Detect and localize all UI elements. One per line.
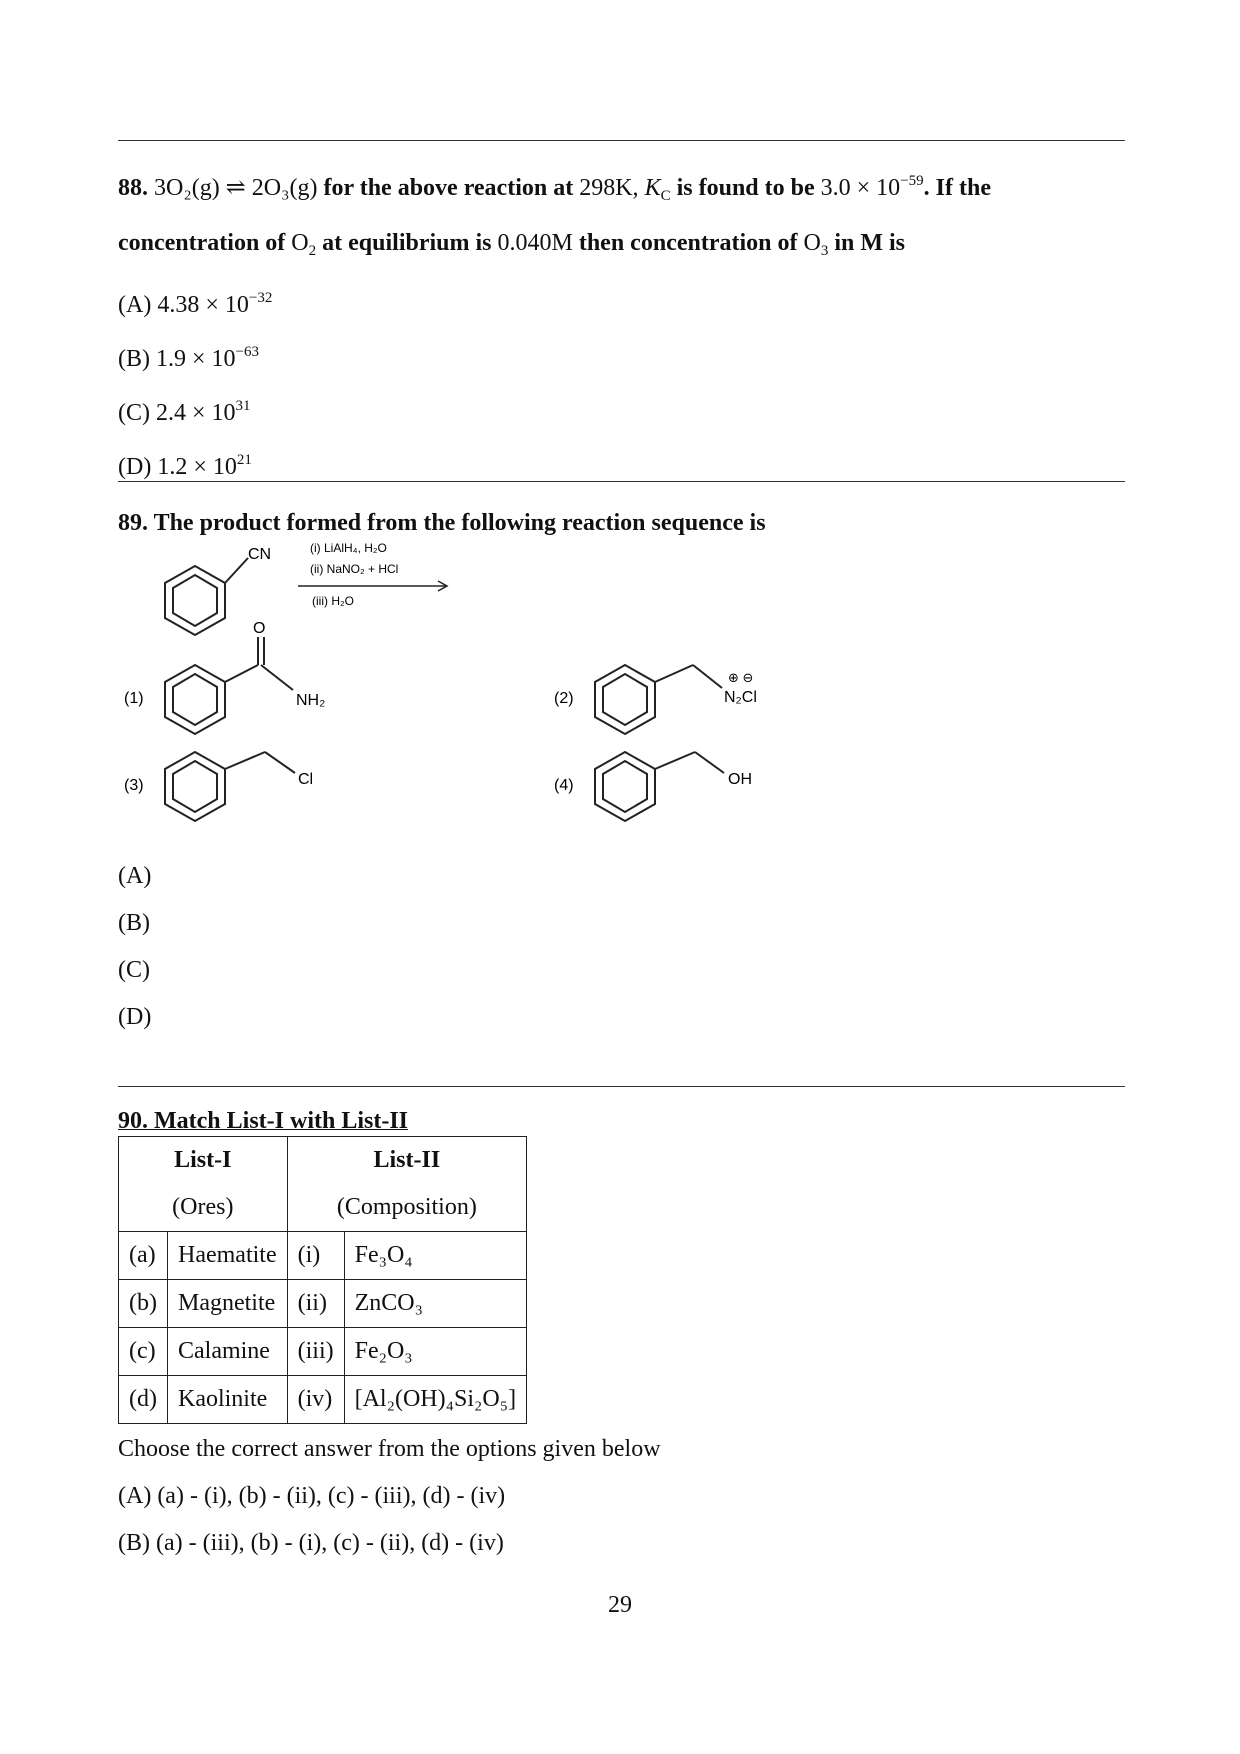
table-row: (b) Magnetite (ii) ZnCO₃ (119, 1280, 527, 1328)
divider-top (118, 140, 1125, 141)
divider-q90 (118, 1086, 1125, 1087)
product-2-label: (2) (554, 690, 574, 707)
table-subheader-row (119, 1184, 527, 1232)
stem-text: at equilibrium is (322, 230, 492, 256)
option-a[interactable]: (A) (a) - (i), (b) - (ii), (c) - (iii), (d) - (iv) (118, 1483, 506, 1509)
option-b[interactable]: (B) (118, 910, 150, 936)
kc-value: 3.0 × 10 (820, 175, 901, 201)
stem-text: in M is (834, 230, 906, 256)
reactant-group: CN (248, 546, 272, 563)
list1-heading: List-I (119, 1137, 288, 1185)
option-c[interactable]: (C) (118, 957, 150, 983)
table-header-row (119, 1137, 527, 1185)
stem-text: is found to be (676, 175, 815, 201)
product-3-label: (3) (124, 777, 144, 794)
page-number: 29 (608, 1592, 632, 1618)
stem-text: concentration of (118, 230, 286, 256)
benzene-ring-icon (595, 665, 722, 734)
stem-text: . If the (923, 175, 991, 201)
product-4-group: OH (728, 771, 752, 788)
o3-symbol: O (803, 230, 821, 256)
question-89-options (118, 853, 1128, 1041)
temperature: 298K, (579, 175, 639, 201)
instruction-text: Choose the correct answer from the options given below (118, 1436, 661, 1462)
product-2-charges: ⊕ ⊖ (728, 670, 754, 685)
product-1-group: NH₂ (296, 692, 326, 709)
option-a[interactable]: (A) $4.38 \times 10^{-32}$ (118, 290, 273, 318)
table-row: (a) Haematite (i) Fe₃O₄ (119, 1232, 527, 1280)
table-row: (d) Kaolinite (iv) [Al₂(OH)₄Si₂O₅] (119, 1376, 527, 1424)
list1-subheading: (Ores) (119, 1184, 288, 1232)
stem-text: The product formed from the following reaction sequence is (153, 510, 766, 536)
o2-symbol: O (291, 230, 309, 256)
kc-symbol: K (644, 175, 661, 201)
reagent-1: (i) LiAlH₄, H₂O (310, 541, 387, 555)
option-a[interactable]: (A) (118, 863, 152, 889)
reaction-equation: 3O₂(g) ⇌ 2O₃(g) (154, 175, 318, 201)
stem-text: then concentration of (578, 230, 798, 256)
product-2-group: N₂Cl (724, 689, 757, 706)
question-88-stem (118, 158, 1128, 275)
question-90-answers (118, 1426, 1128, 1567)
kc-subscript: C (660, 188, 671, 204)
table-row: (c) Calamine (iii) Fe₂O₃ (119, 1328, 527, 1376)
benzene-ring-icon (165, 637, 293, 734)
match-table (118, 1136, 527, 1424)
option-c[interactable]: (C) $2.4 \times 10^{31}$ (118, 398, 251, 426)
question-90-title: 90. Match List-I with List-II (118, 1108, 409, 1134)
question-88 (118, 158, 1128, 491)
product-1-oxygen: O (253, 620, 266, 637)
kc-exponent: −59 (900, 173, 924, 189)
list2-subheading: (Composition) (287, 1184, 526, 1232)
reagent-3: (iii) H₂O (312, 594, 354, 608)
reagent-2: (ii) NaNO₂ + HCl (310, 562, 399, 576)
benzene-ring-icon (165, 558, 248, 635)
question-number: 89. (118, 510, 148, 536)
question-number: 88. (118, 175, 148, 201)
o2-subscript: 2 (308, 243, 317, 259)
benzene-ring-icon (595, 752, 724, 821)
reaction-scheme (0, 530, 1240, 860)
list2-heading: List-II (287, 1137, 526, 1185)
product-1-label: (1) (124, 690, 144, 707)
option-d[interactable]: (D) $1.2 \times 10^{21}$ (118, 452, 252, 480)
product-3-group: Cl (298, 771, 314, 788)
concentration-value: 0.040M (497, 230, 573, 256)
stem-text: for the above reaction at (323, 175, 574, 201)
product-4-label: (4) (554, 777, 574, 794)
option-b[interactable]: (B) (a) - (iii), (b) - (i), (c) - (ii), (d) - (iv) (118, 1530, 504, 1556)
o3-subscript: 3 (820, 243, 829, 259)
option-b[interactable]: (B) $1.9 \times 10^{-63}$ (118, 344, 260, 372)
option-d[interactable]: (D) (118, 1004, 152, 1030)
benzene-ring-icon (165, 752, 295, 821)
